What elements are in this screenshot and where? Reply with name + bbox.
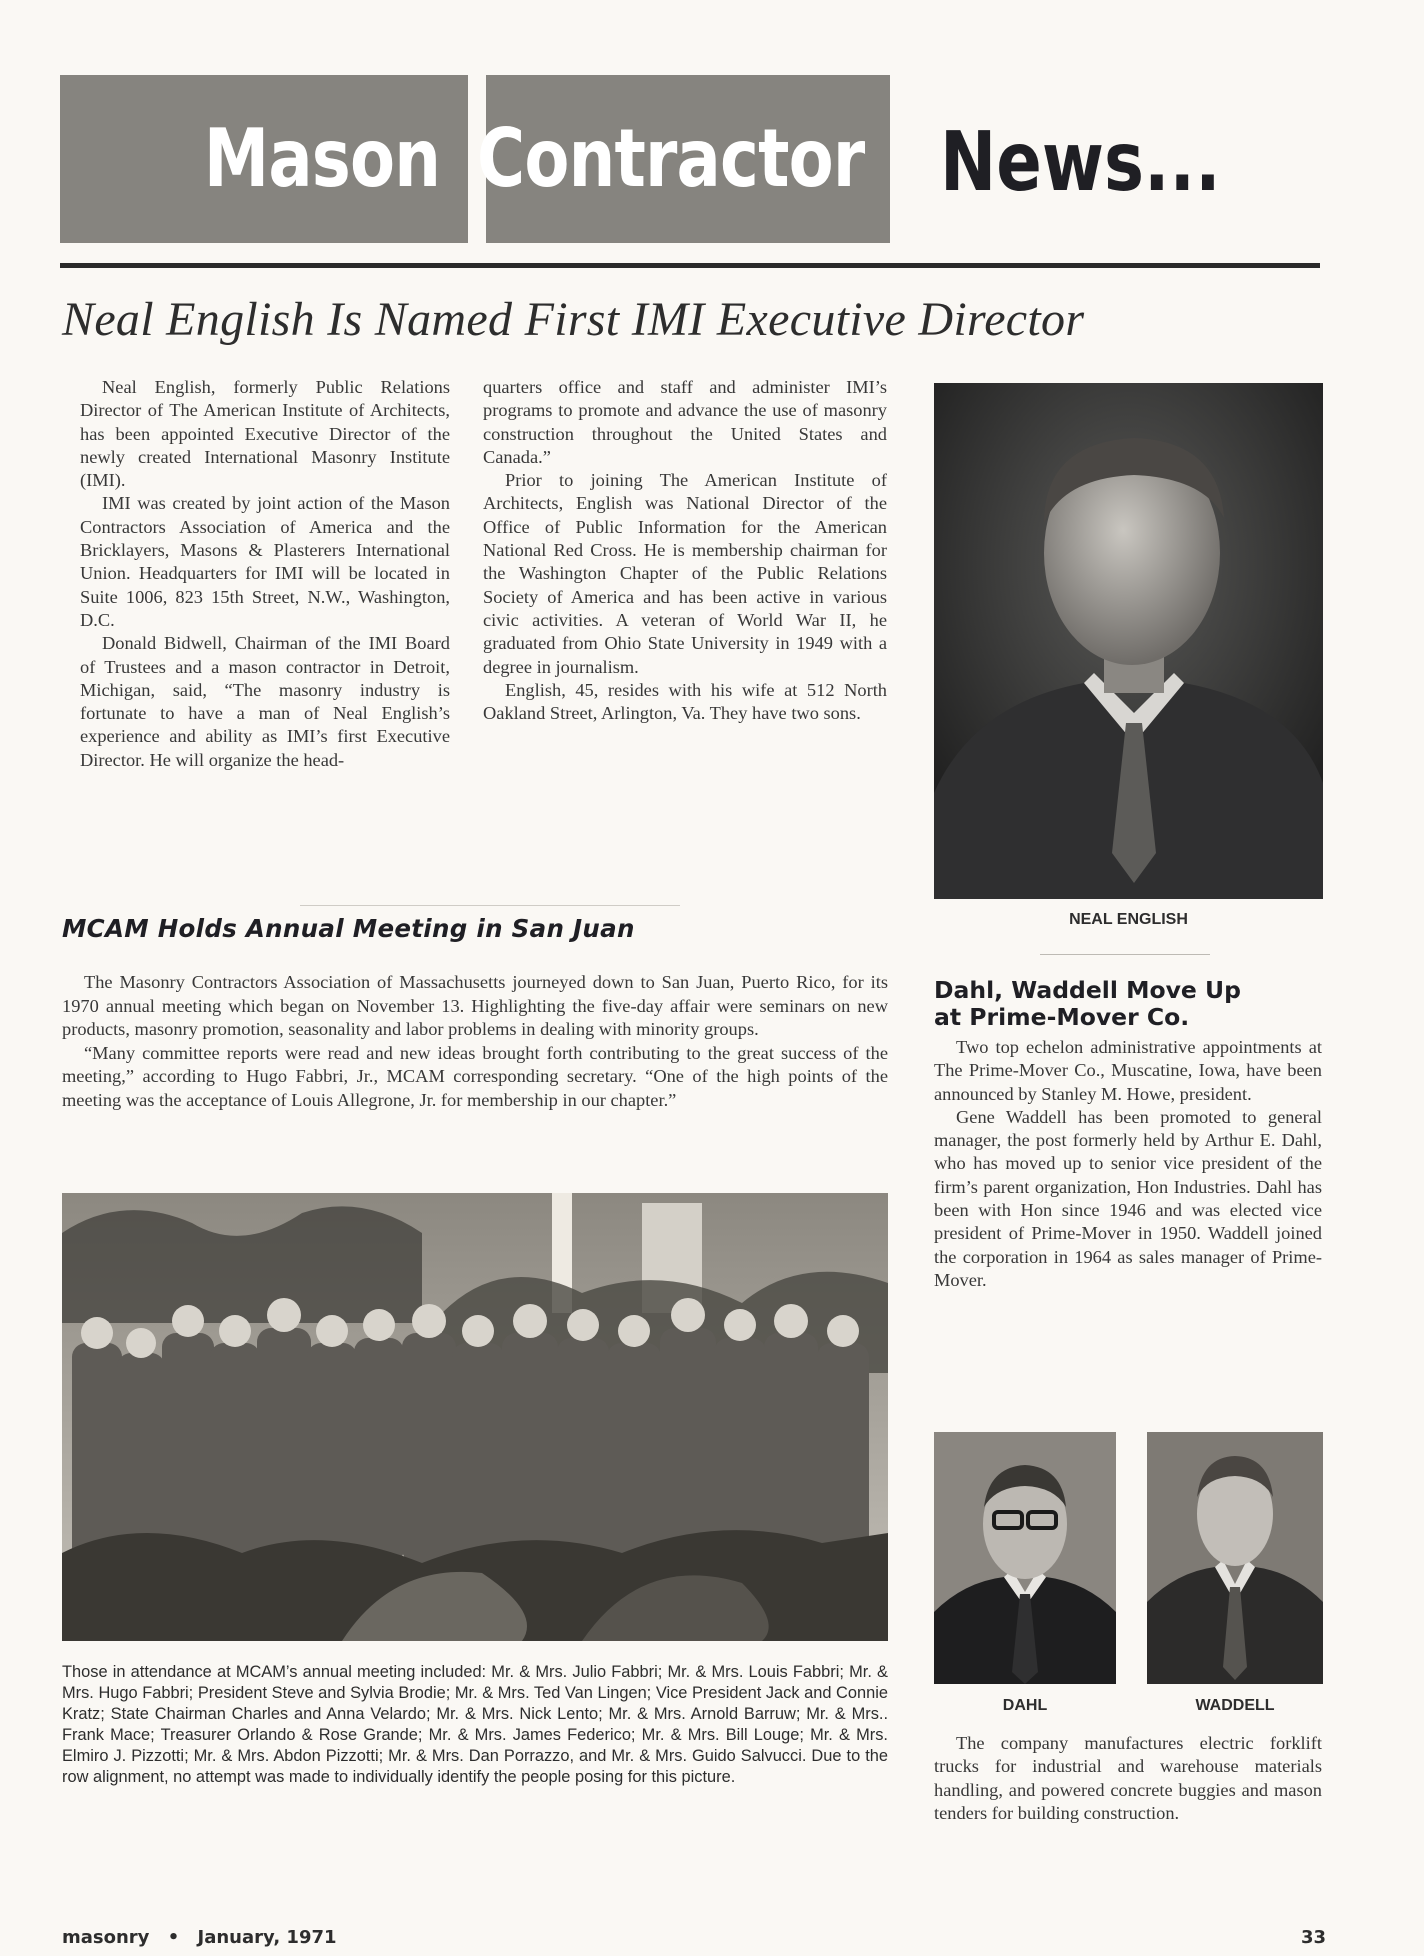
article3-paragraph: Two top echelon administrative appointments at The Prime-Mover Co., Muscatine, Iowa, have been announced by Stanley M. Howe, president. [934, 1037, 1322, 1104]
waddell-portrait-illustration [1147, 1432, 1323, 1684]
article1-paragraph: quarters office and staff and administer IMI’s programs to promote and advance the use of masonry construction throughout the United States and Canada.” [483, 377, 887, 467]
dahl-photo [934, 1432, 1116, 1684]
caption-divider [1040, 954, 1210, 955]
article3-paragraph: Gene Waddell has been promoted to general manager, the post formerly held by Arthur E. Dahl, who has moved up to senior vice president of the firm’s parent organization, Hon Industries. Dahl has been with Hon since 1946 and was elected vice president of Prime-Mover in 1950. Waddell joined the corporation in 1964 as sales manager of Prime-Mover. [934, 1106, 1322, 1290]
footer-date: January, 1971 [197, 1927, 337, 1948]
article2-paragraph: The Masonry Contractors Association of Massachusetts journeyed down to San Juan, Puerto Rico, for its 1970 annual meeting which began on November 13. Highlighting the five-day affair were seminars on new products, masonry promotion, seasonality and labor problems in dealing with minority groups. [62, 972, 888, 1039]
article3-body [934, 1036, 1322, 1292]
dahl-caption: DAHL [1002, 1697, 1048, 1714]
article-headline-mcam: MCAM Holds Annual Meeting in San Juan [62, 914, 635, 943]
footer-publication-line [62, 1927, 337, 1948]
headline-line: at Prime-Mover Co. [934, 1003, 1190, 1031]
article1-column-2 [483, 376, 887, 725]
footer-bullet: • [167, 1927, 180, 1948]
article-headline-prime-mover [934, 977, 1241, 1031]
article2-paragraph: “Many committee reports were read and new ideas brought forth contributing to the great success of the meeting,” according to Hugo Fabbri, Jr., MCAM corresponding secretary. “One of the high points of the meeting was the acceptance of Louis Allegrone, Jr. for membership in our chapter.” [62, 1042, 888, 1110]
masthead-mason: Mason [203, 112, 440, 205]
waddell-photo [1147, 1432, 1323, 1684]
mcam-photo-caption: Those in attendance at MCAM’s annual meeting included: Mr. & Mrs. Julio Fabbri; Mr. & Mrs. Louis Fabbri; Mr. & Mrs. Hugo Fabbri; President Steve and Sylvia Brodie; Mr. & Mrs. Ted Van Lingen; Vice President Jack and Connie Kratz; State Chairman Charles and Anna Velardo; Mr. & Mrs. Nick Lento; Mr. & Mrs. Arnold Barruw; Mr. & Mrs.. Frank Mace; Treasurer Orlando & Rose Grande; Mr. & Mrs. James Federico; Mr. & Mrs. Bill Louge; Mr. & Mrs. Elmiro J. Pizzotti; Mr. & Mrs. Abdon Pizzotti; Mr. & Mrs. Dan Porrazzo, and Mr. & Mrs. Guido Salvucci. Due to the row alignment, no attempt was made to individually identify the people posing for this picture. [62, 1663, 888, 1786]
dahl-portrait-illustration [934, 1432, 1116, 1684]
article1-column-1 [80, 376, 450, 772]
article3-closing [934, 1732, 1322, 1825]
neal-english-photo [934, 383, 1323, 899]
portrait-illustration [934, 383, 1323, 899]
article1-paragraph: Donald Bidwell, Chairman of the IMI Board of Trustees and a mason contractor in Detroit, Michigan, said, “The masonry industry is fortunate to have a man of Neal English’s experience and ability as IMI’s first Executive Director. He will organize the head- [80, 633, 450, 770]
masthead-mason-box [60, 75, 468, 243]
article2-body [62, 971, 888, 1112]
footer-page-number: 33 [1300, 1927, 1326, 1948]
section-divider [300, 905, 680, 906]
masthead-news: News... [940, 115, 1221, 210]
article-headline-neal-english: Neal English Is Named First IMI Executive Director [62, 293, 1085, 346]
article1-paragraph: Neal English, formerly Public Relations Director of The American Institute of Architects, has been appointed Executive Director of the newly created International Masonry Institute (IMI). [80, 377, 450, 491]
footer-publication: masonry [62, 1927, 150, 1948]
masthead-rule [60, 263, 1320, 268]
headline-line: Dahl, Waddell Move Up [934, 976, 1241, 1004]
article3-paragraph: The company manufactures electric forklift trucks for industrial and warehouse materials handling, and powered concrete buggies and mason tenders for building construction. [934, 1733, 1322, 1823]
masthead-contractor-box [476, 75, 890, 243]
article1-paragraph: English, 45, resides with his wife at 512 North Oakland Street, Arlington, Va. They have two sons. [483, 679, 887, 724]
group-photo-illustration [62, 1193, 888, 1641]
neal-english-caption: NEAL ENGLISH [1069, 911, 1188, 928]
article1-paragraph: IMI was created by joint action of the Mason Contractors Association of America and the Bricklayers, Masons & Plasterers International Union. Headquarters for IMI will be located in Suite 1006, 823 15th Street, N.W., Washington, D.C. [80, 493, 450, 630]
article1-paragraph: Prior to joining The American Institute of Architects, English was National Director of the Office of Public Information for the American National Red Cross. He is membership chairman for the Washington Chapter of the Public Relations Society of America and has been active in various civic activities. A veteran of World War II, he graduated from Ohio State University in 1949 with a degree in journalism. [483, 470, 887, 677]
mcam-group-photo [62, 1193, 888, 1641]
masthead-contractor: Contractor [476, 112, 864, 205]
waddell-caption: WADDELL [1195, 1697, 1275, 1714]
